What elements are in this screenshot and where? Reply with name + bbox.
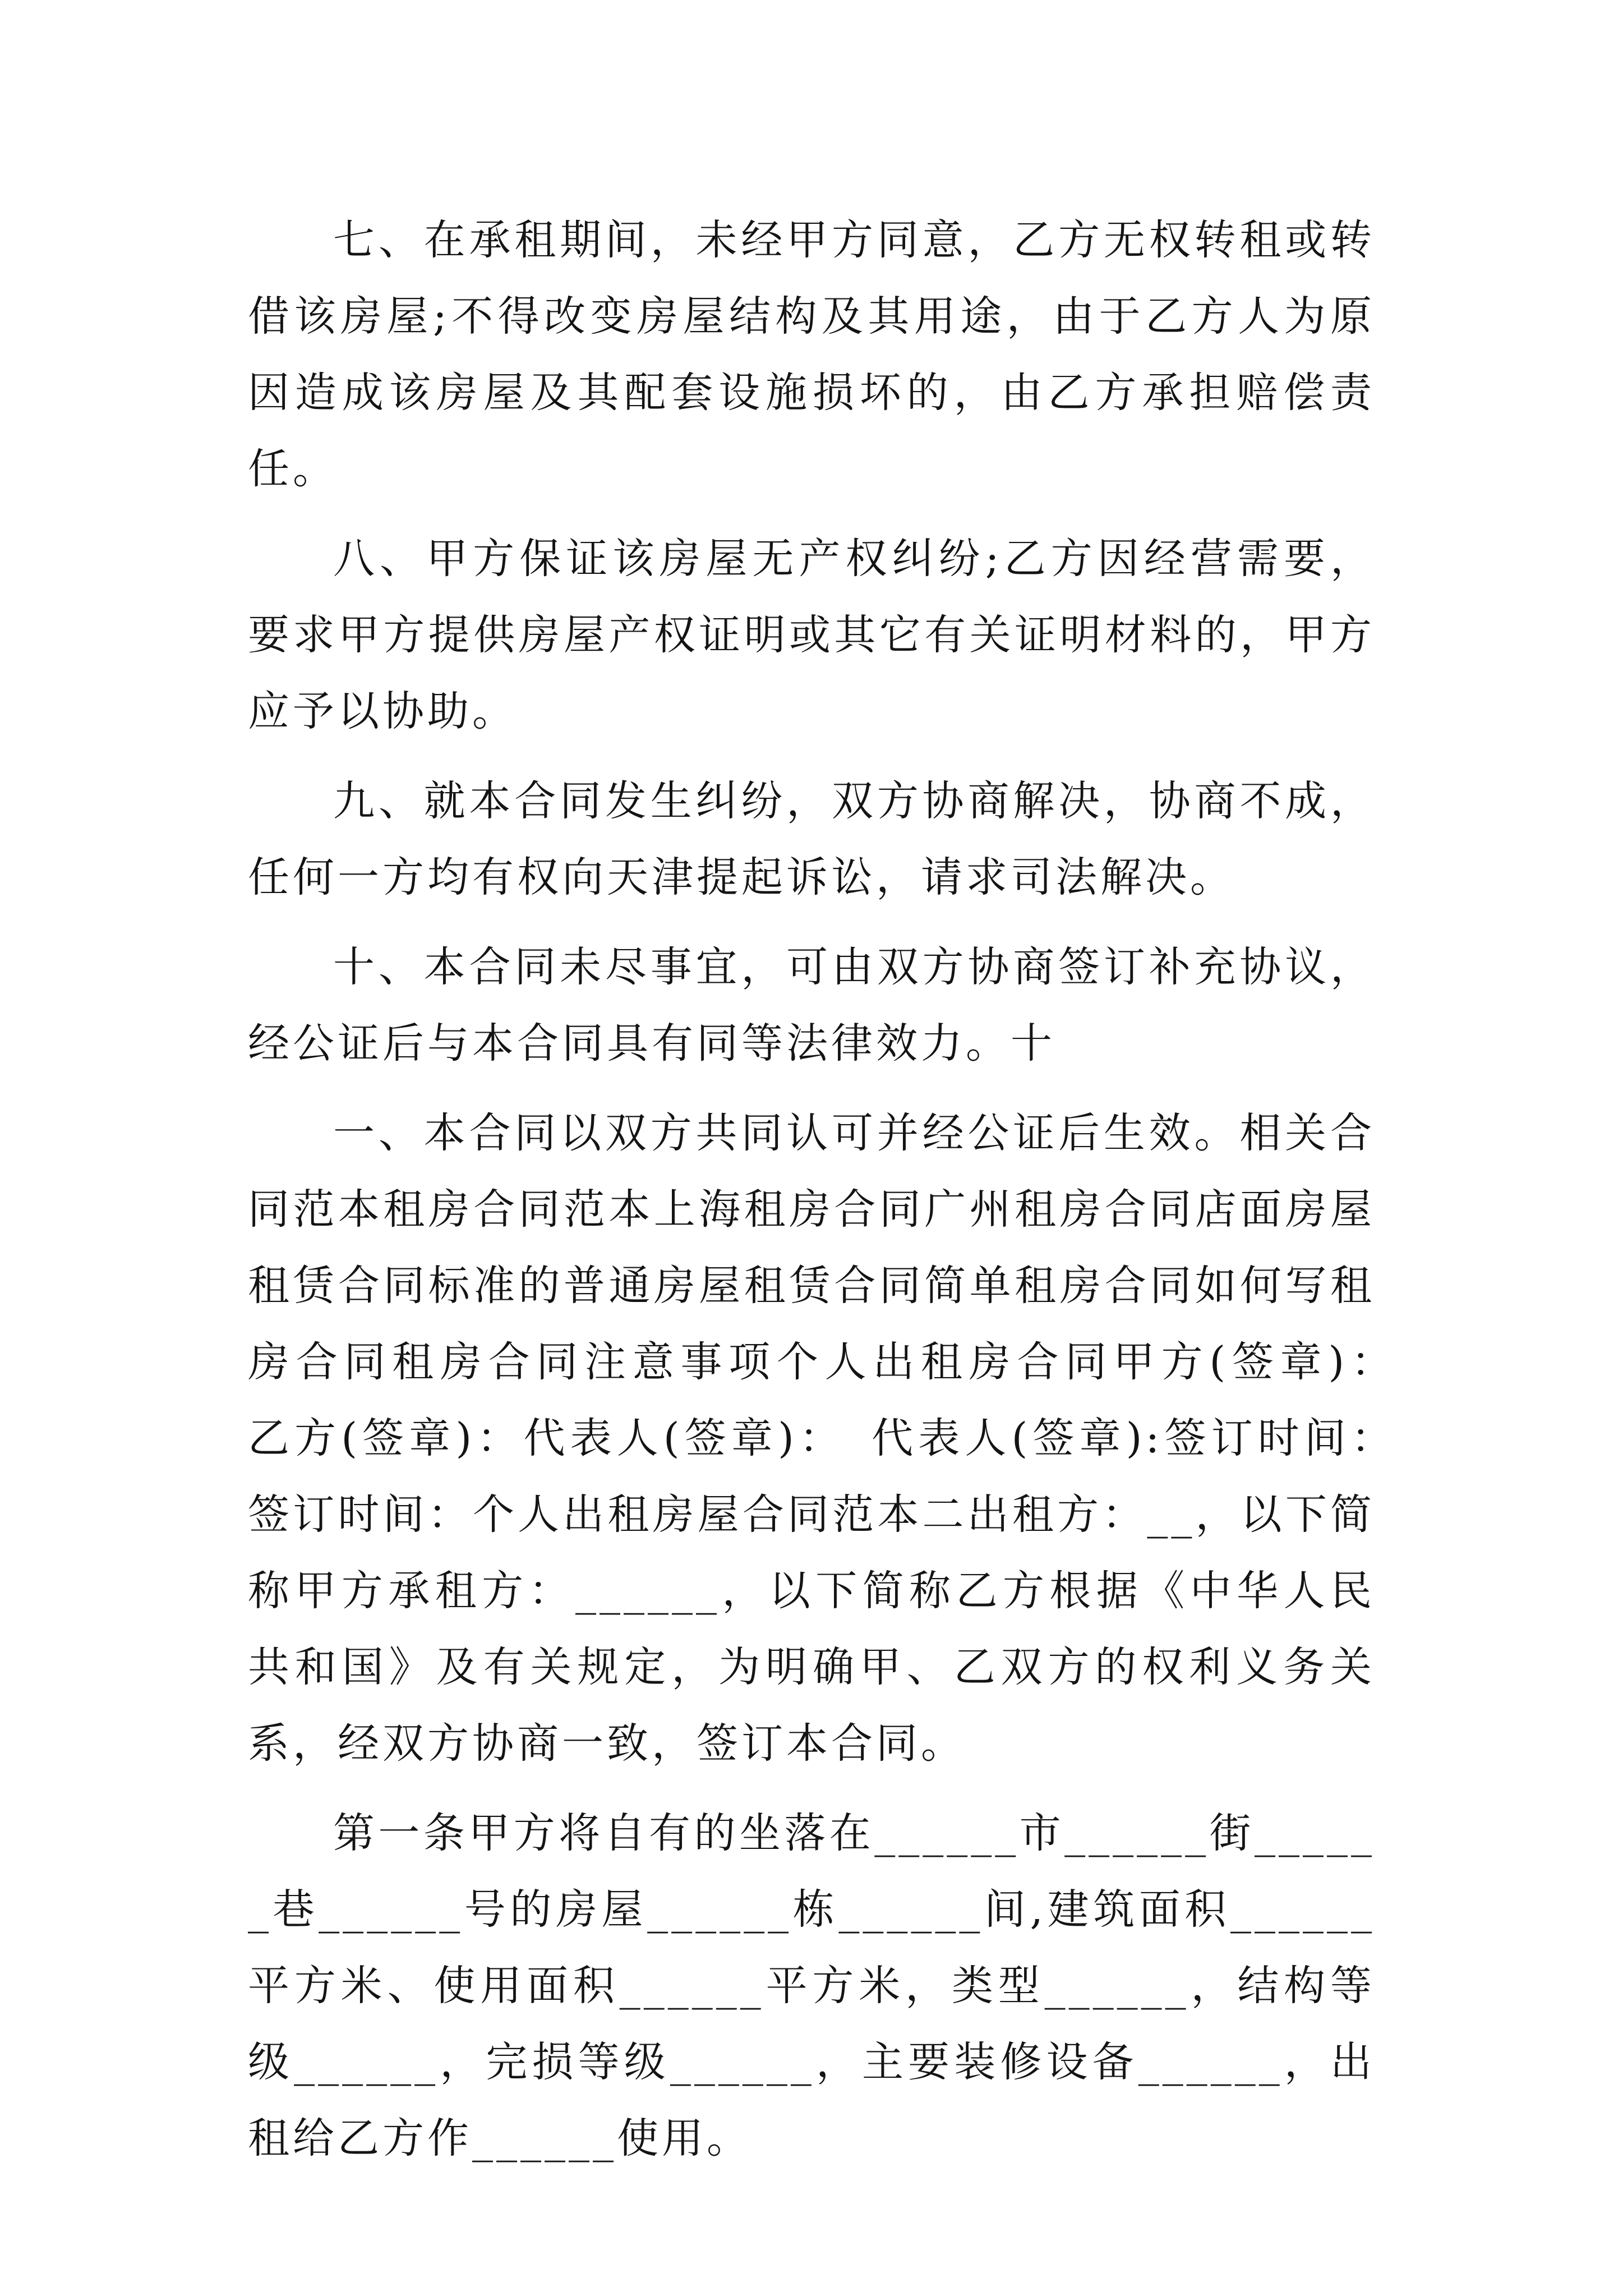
document-body <box>248 202 1420 2177</box>
paragraph-clause-11: 一、本合同以双方共同认可并经公证后生效。相关合同范本租房合同范本上海租房合同广州租房合同店面房屋租赁合同标准的普通房屋租赁合同简单租房合同如何写租房合同租房合同注意事项个人出租房合同甲方(签章)： 乙方(签章)：代表人(签章)： 代表人(签章):签订时间： 签订时间：个人出租房屋合同范本二出租方：__，以下简称甲方承租方：______，以下简称乙方根据《中华人民共和国》及有关规定，为明确甲、乙双方的权利义务关系，经双方协商一致，签订本合同。 <box>248 1109 1420 1768</box>
paragraph-clause-7: 七、在承租期间，未经甲方同意，乙方无权转租或转借该房屋;不得改变房屋结构及其用途，由于乙方人为原因造成该房屋及其配套设施损坏的，由乙方承担赔偿责任。 <box>248 216 1375 493</box>
paragraph-article-1: 第一条甲方将自有的坐落在______市______街______巷______号的房屋______栋______间,建筑面积______平方米、使用面积______平方米，类型______，结构等级______，完损等级______，主要装修设备______，出租给乙方作______使用。 <box>248 1809 1375 2162</box>
paragraph-clause-8: 八、甲方保证该房屋无产权纠纷;乙方因经营需要，要求甲方提供房屋产权证明或其它有关证明材料的，甲方应予以协助。 <box>248 535 1375 735</box>
paragraph-clause-9: 九、就本合同发生纠纷，双方协商解决，协商不成，任何一方均有权向天津提起诉讼，请求司法解决。 <box>248 777 1375 901</box>
paragraph-clause-10: 十、本合同未尽事宜，可由双方协商签订补充协议，经公证后与本合同具有同等法律效力。十 <box>248 943 1375 1068</box>
